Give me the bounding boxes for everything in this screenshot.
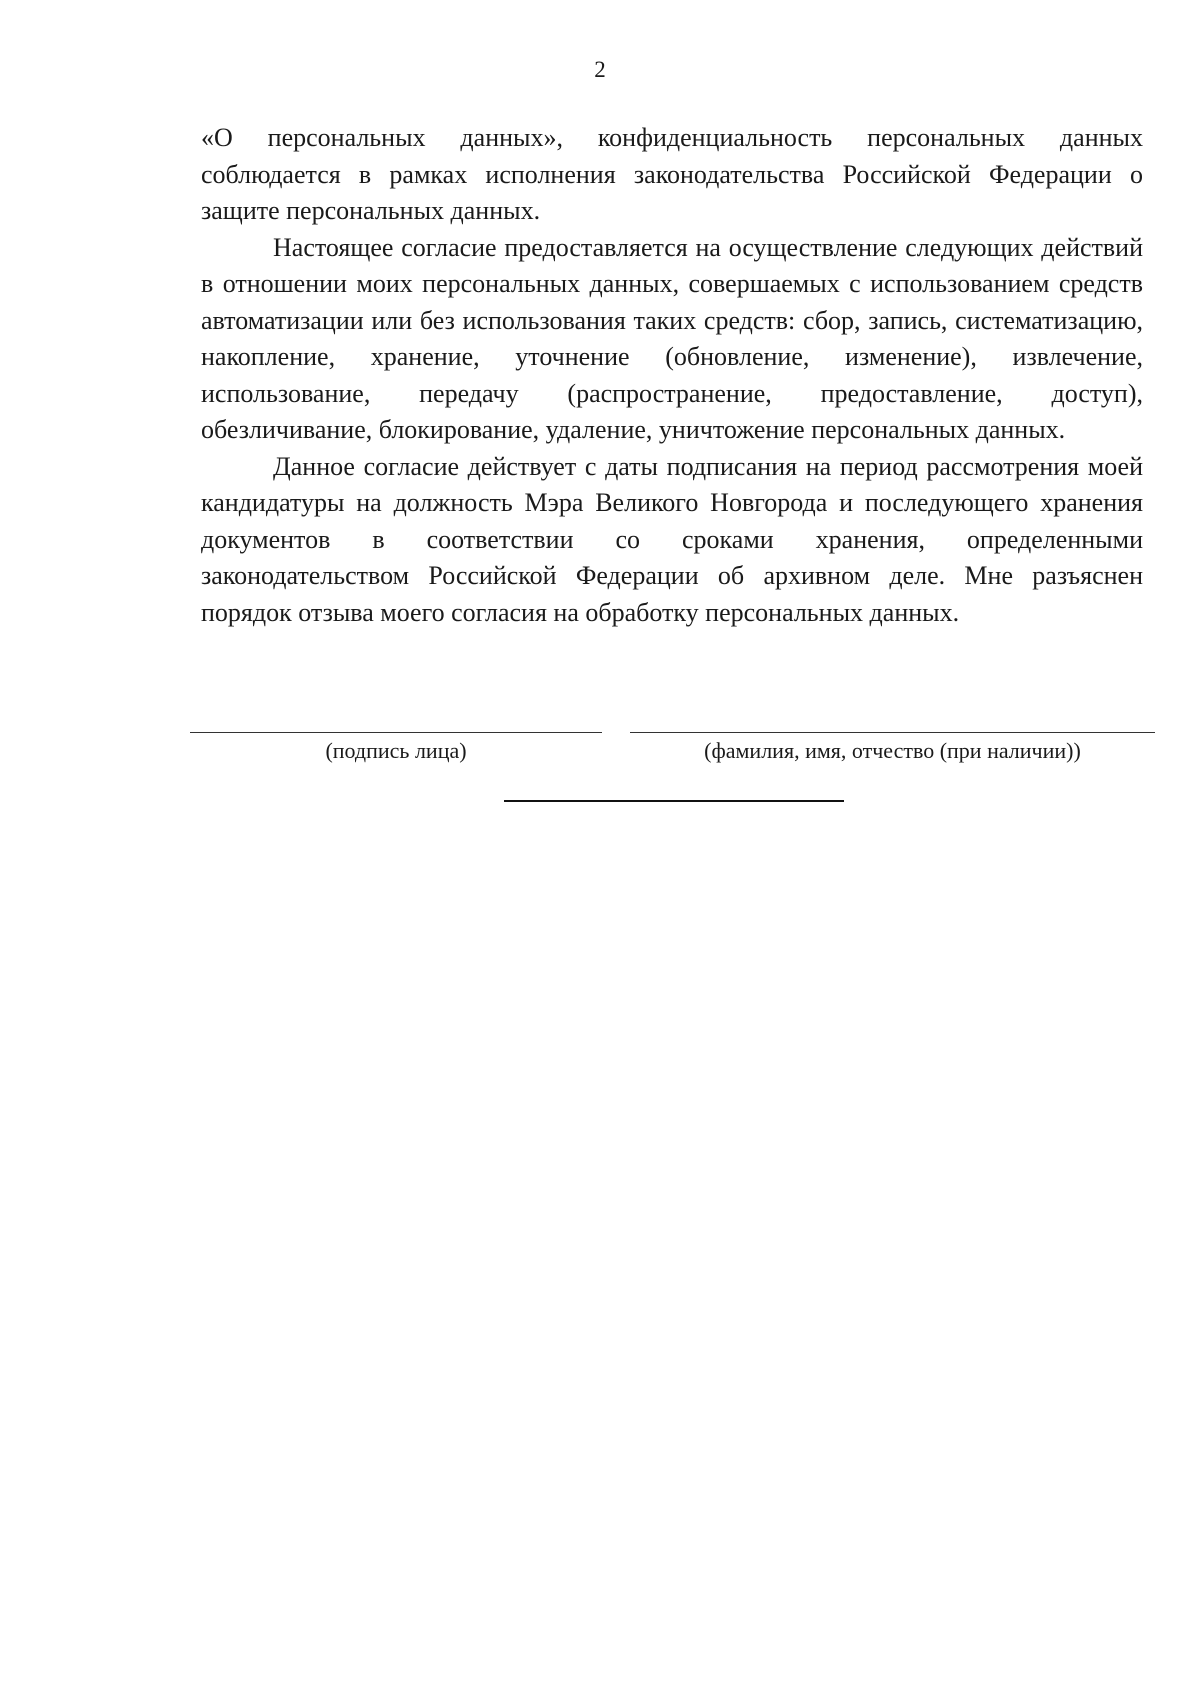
- full-name-caption: (фамилия, имя, отчество (при наличии)): [704, 738, 1081, 763]
- page-number: 2: [594, 57, 606, 82]
- paragraph-continuation: «О персональных данных», конфиденциальность персональных данных соблюдается в рамках исполнения законодательства Российской Федерации о защите персональных данных.: [201, 123, 1143, 225]
- signature-line: [190, 732, 602, 733]
- full-name-line: [630, 732, 1155, 733]
- signature-caption: (подпись лица): [325, 738, 467, 763]
- paragraph-consent-actions: Настоящее согласие предоставляется на осуществление следующих действий в отношении моих персональных данных, совершаемых с использованием средств автоматизации или без использования таких средств: сбор, запись, систематизацию, накопление, хранение, уточнение (обновление, изменение), извлечение, использование, передачу (распространение, предоставление, доступ), обезличивание, блокирование, удаление, уничтожение персональных данных.: [201, 232, 1143, 444]
- paragraph-consent-period: Данное согласие действует с даты подписания на период рассмотрения моей кандидатуры на должность Мэра Великого Новгорода и последующего хранения документов в соответствии со сроками хранения, определенными законодательством Российской Федерации об архивном деле. Мне разъяснен порядок отзыва моего согласия на обработку персональных данных.: [201, 451, 1143, 627]
- document-body: [201, 120, 1143, 631]
- closing-rule: [504, 800, 844, 802]
